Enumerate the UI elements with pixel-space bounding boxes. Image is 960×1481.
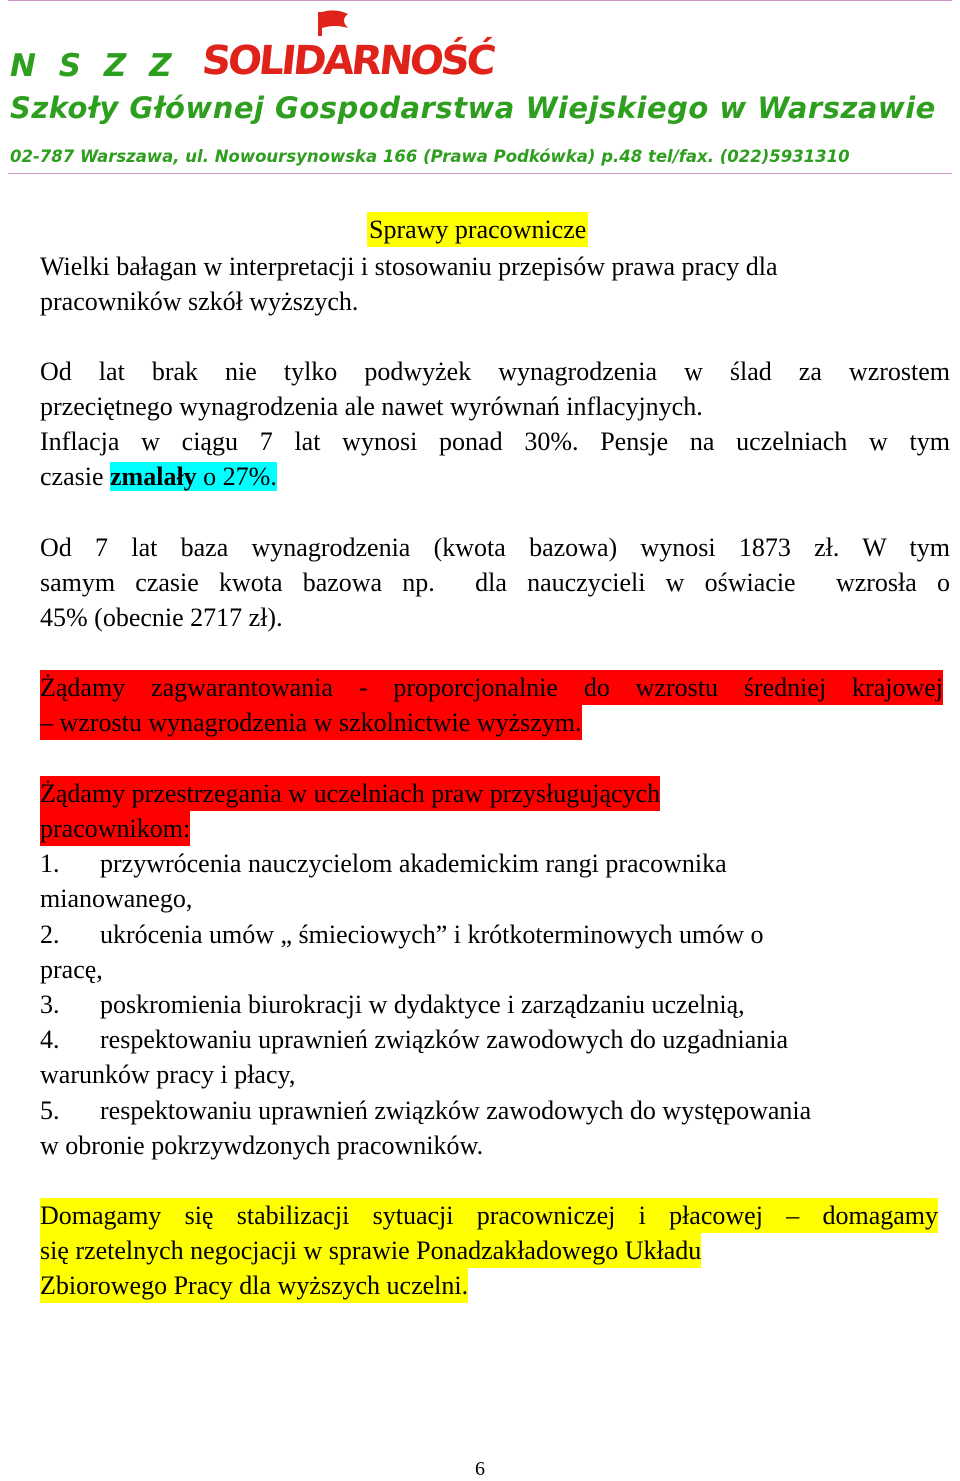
list-item-2 [40, 917, 764, 952]
list-item-5 [40, 1093, 811, 1128]
para1-bold-word: zmalały [110, 462, 197, 491]
list-text: respektowaniu uprawnień związków zawodowych do uzgadniania [100, 1025, 789, 1054]
para2-line-1: Od 7 lat baza wynagrodzenia (kwota bazowa) wynosi 1873 zł. W tym [40, 533, 950, 562]
para2-line-3: 45% (obecnie 2717 zł). [40, 603, 283, 632]
para1-line-1: Od lat brak nie tylko podwyżek wynagrodzenia w ślad za wzrostem [40, 357, 950, 386]
para2-line-2: samym czasie kwota bazowa np. dla nauczycieli w oświacie wzrosła o [40, 568, 950, 597]
header-bottom-rule [8, 173, 952, 174]
demand1-line-2: – wzrostu wynagrodzenia w szkolnictwie wyższym. [40, 705, 582, 740]
intro-line-1: Wielki bałagan w interpretacji i stosowaniu przepisów prawa pracy dla [40, 252, 778, 281]
list-item-5-cont: w obronie pokrzywdzonych pracowników. [40, 1131, 484, 1160]
list-item-1-cont: mianowanego, [40, 884, 193, 913]
page-number: 6 [475, 1458, 485, 1480]
school-address: 02-787 Warszawa, ul. Nowoursynowska 166 (Prawa Podkówka) p.48 tel/fax. (022)5931310 [10, 147, 850, 166]
para1-line-4 [40, 459, 277, 494]
list-text: poskromienia biurokracji w dydaktyce i zarządzaniu uczelnią, [100, 990, 745, 1019]
highlight-cyan [110, 462, 277, 491]
list-number: 4. [40, 1025, 60, 1054]
section-title: Sprawy pracownicze [367, 212, 588, 247]
closing-line-1: Domagamy się stabilizacji sytuacji pracowniczej i płacowej – domagamy [40, 1198, 938, 1233]
demand2-line-2: pracownikom: [40, 811, 190, 846]
list-text: ukrócenia umów „ śmieciowych” i krótkoterminowych umów o [100, 920, 764, 949]
list-text: respektowaniu uprawnień związków zawodowych do występowania [100, 1096, 812, 1125]
list-number: 5. [40, 1096, 60, 1125]
school-name: Szkoły Głównej Gospodarstwa Wiejskiego w Warszawie [10, 91, 936, 125]
list-item-4-cont: warunków pracy i płacy, [40, 1060, 296, 1089]
intro-line-2: pracowników szkół wyższych. [40, 287, 359, 316]
solidarnosc-logo [199, 6, 496, 86]
demand2-line-1: Żądamy przestrzegania w uczelniach praw przysługujących [40, 776, 660, 811]
para1-line-4-suffix: o 27%. [196, 462, 277, 491]
list-number: 1. [40, 849, 60, 878]
list-number: 2. [40, 920, 60, 949]
para1-line-2: przeciętnego wynagrodzenia ale nawet wyrównań inflacyjnych. [40, 392, 703, 421]
para1-line-3: Inflacja w ciągu 7 lat wynosi ponad 30%. Pensje na uczelniach w tym [40, 427, 950, 456]
list-number: 3. [40, 990, 60, 1019]
union-abbreviation: N S Z Z [10, 48, 178, 84]
list-item-2-cont: pracę, [40, 955, 103, 984]
closing-line-3: Zbiorowego Pracy dla wyższych uczelni. [40, 1268, 468, 1303]
demand1-line-1: Żądamy zagwarantowania - proporcjonalnie do wzrostu średniej krajowej [40, 670, 943, 705]
para1-line-4-prefix: czasie [40, 462, 111, 491]
list-item-4 [40, 1022, 788, 1057]
list-item-3 [40, 987, 745, 1022]
header-top-rule [8, 0, 952, 1]
list-text: przywrócenia nauczycielom akademickim rangi pracownika [100, 849, 727, 878]
svg-text:SOLIDARNOŚĆ: SOLIDARNOŚĆ [199, 38, 496, 84]
closing-line-2: się rzetelnych negocjacji w sprawie Ponadzakładowego Układu [40, 1233, 701, 1268]
list-item-1 [40, 846, 727, 881]
